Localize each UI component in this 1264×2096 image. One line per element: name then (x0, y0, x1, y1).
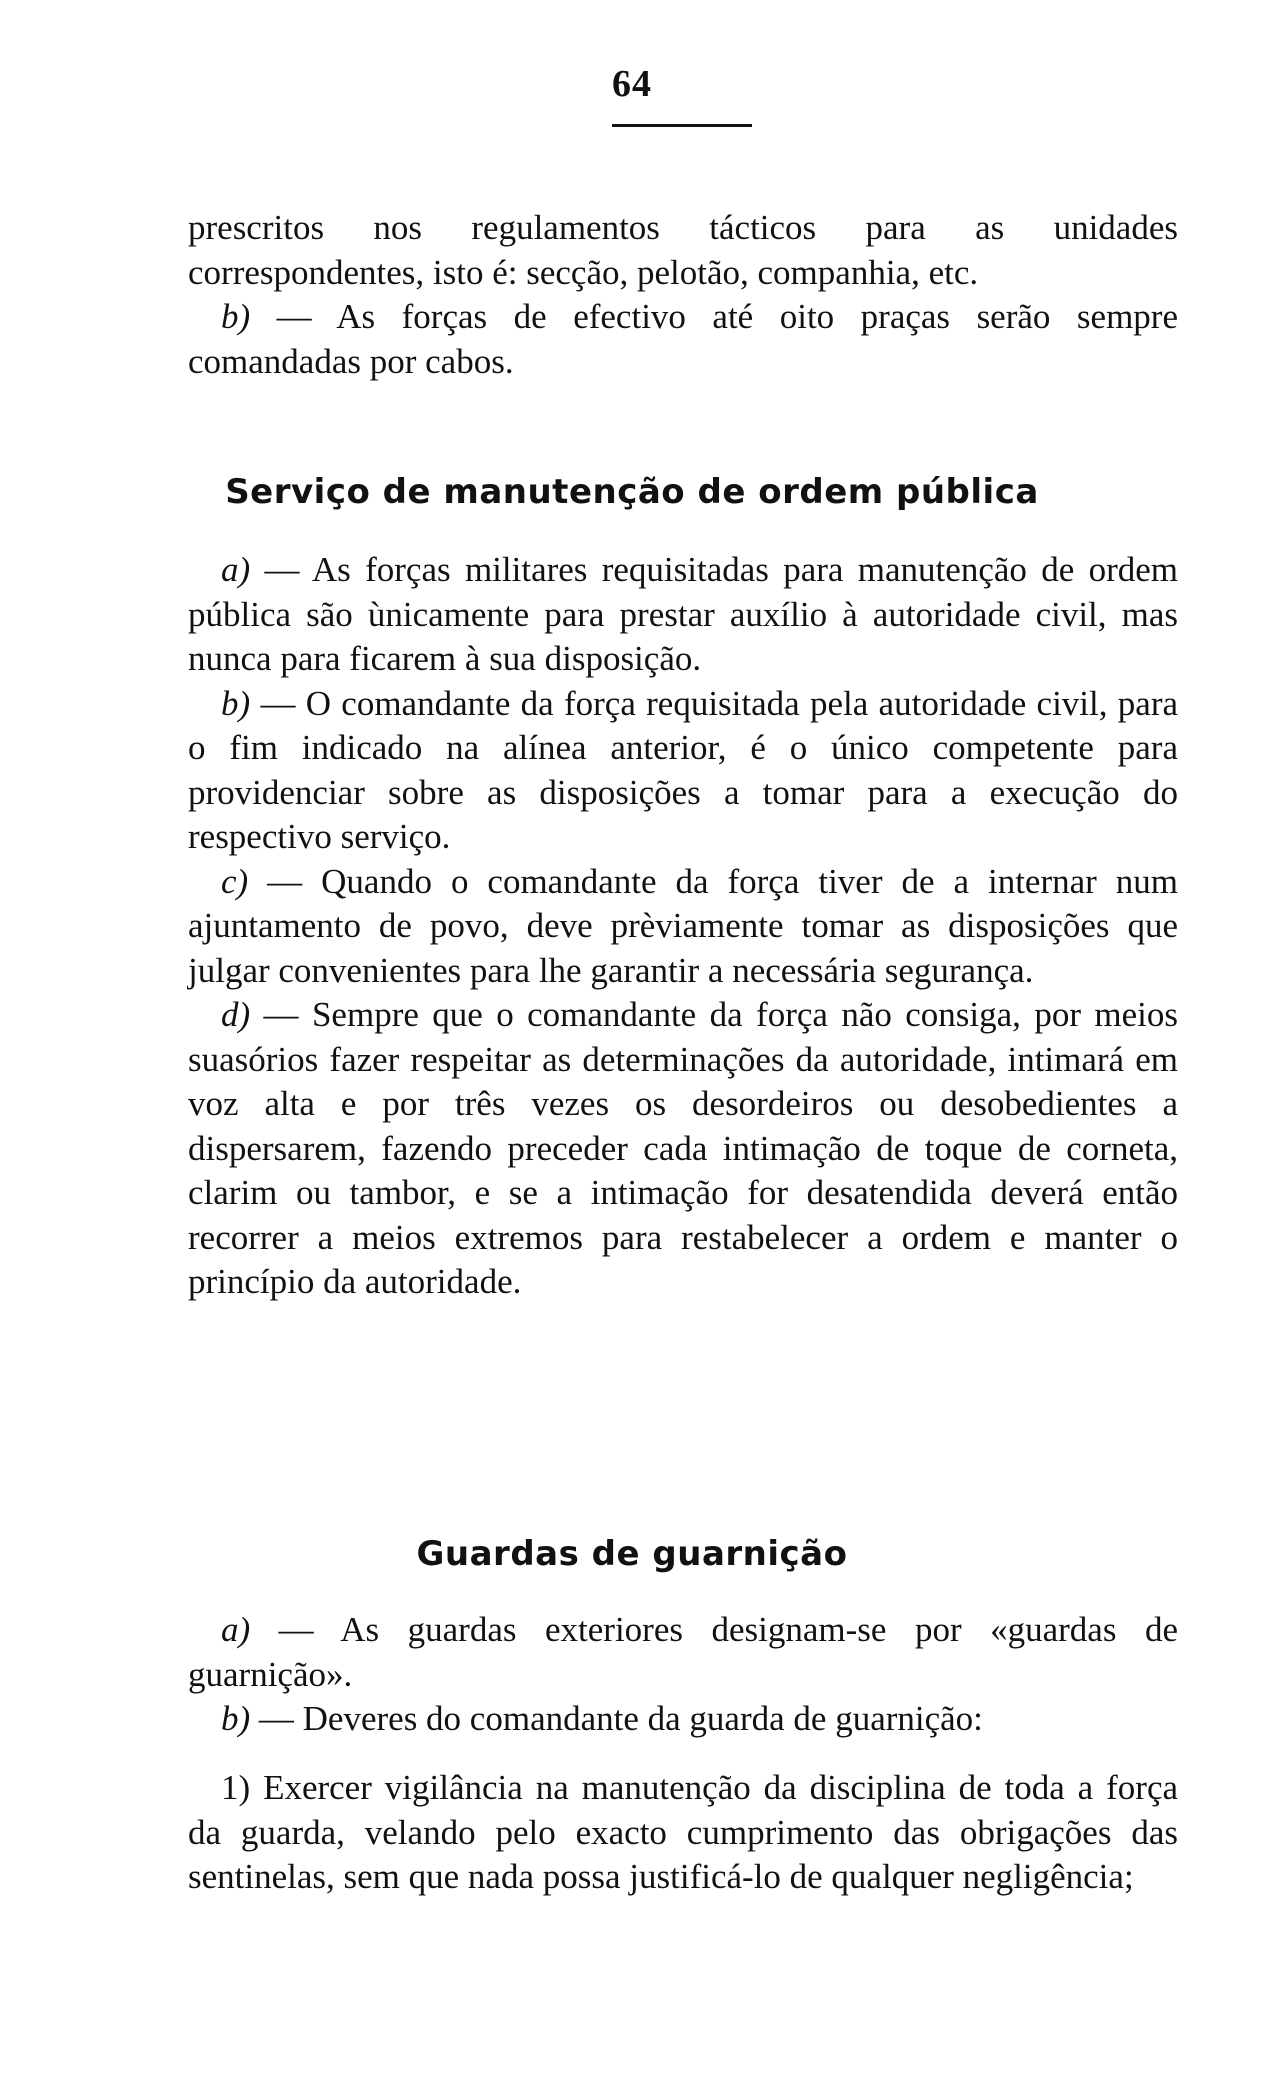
section-heading-public-order: Serviço de manutenção de ordem pública (225, 472, 1039, 512)
section-2-item-b-text: Deveres do comandante da guarda de guarnição: (302, 1699, 983, 1738)
intro-item-b (188, 295, 1178, 384)
section-1-item-d-letter: d) (221, 995, 251, 1034)
section-1-item-b-text: O comandante da força requisitada pela autoridade civil, para o fim indicado na alínea anterior, é o único competente para providenciar sobre as disposições a tomar para a execução do respectivo serviço. (188, 683, 1179, 856)
numbered-duty-block (188, 1766, 1178, 1900)
page-number: 64 (612, 63, 652, 105)
numbered-duty-1-number: 1) (221, 1768, 251, 1807)
section-1-item-c-letter: c) (221, 861, 249, 901)
intro-block (188, 206, 1178, 384)
section-garrison-guards-block (188, 1608, 1178, 1742)
intro-item-b-text: As forças de efectivo até oito praças serão sempre comandadas por cabos. (188, 297, 1178, 381)
numbered-duty-1 (188, 1766, 1178, 1900)
section-2-item-b-dash: — (250, 1699, 303, 1738)
section-1-item-a-text: As forças militares requisitadas para manutenção de ordem pública são ùnicamente para prestar auxílio à autoridade civil, mas nunca para ficarem à sua disposição. (188, 550, 1178, 678)
section-2-item-a (188, 1608, 1178, 1697)
section-1-item-c-text: Quando o comandante da força tiver de a internar num ajuntamento de povo, deve prèviamente tomar as disposições que julgar convenientes para lhe garantir a necessária segurança. (188, 861, 1178, 990)
intro-item-b-letter: b) (221, 297, 251, 336)
section-1-item-c (188, 860, 1178, 994)
section-1-item-d (188, 993, 1178, 1305)
intro-continuation: prescritos nos regulamentos tácticos para as unidades correspondentes, isto é: secção, pelotão, companhia, etc. (188, 208, 1178, 292)
section-2-item-a-letter: a) (221, 1610, 251, 1649)
section-2-item-a-text: As guardas exteriores designam-se por «guardas de guarnição». (188, 1610, 1178, 1694)
page-number-rule (612, 124, 752, 127)
section-2-item-b-letter: b) (221, 1699, 251, 1738)
numbered-duty-1-text: Exercer vigilância na manutenção da disciplina de toda a força da guarda, velando pelo exacto cumprimento das obrigações das sentinelas, sem que nada possa justificá-lo de qualquer negligência; (188, 1768, 1179, 1896)
section-1-item-d-dash: — (250, 995, 312, 1034)
section-public-order-block (188, 548, 1178, 1305)
section-1-item-a (188, 548, 1178, 682)
section-heading-garrison-guards: Guardas de guarnição (416, 1534, 848, 1574)
section-1-item-b-letter: b) (221, 683, 251, 723)
section-1-item-b (188, 682, 1178, 860)
section-1-item-a-letter: a) (221, 550, 251, 589)
section-1-item-d-text: Sempre que o comandante da força não consiga, por meios suasórios fazer respeitar as determinações da autoridade, intimará em voz alta e por três vezes os desordeiros ou desobedientes a dispersarem, fazendo preceder cada intimação de toque de corneta, clarim ou tambor, e se a intimação for desatendida deverá então recorrer a meios extremos para restabelecer a ordem e manter o princípio da autoridade. (188, 995, 1178, 1301)
intro-item-b-dash: — (250, 297, 337, 336)
section-2-item-a-dash: — (250, 1610, 341, 1649)
section-1-item-b-dash: — (250, 683, 306, 723)
section-1-item-a-dash: — (250, 550, 312, 589)
section-1-item-c-dash: — (248, 861, 322, 901)
section-2-item-b (188, 1697, 1178, 1742)
